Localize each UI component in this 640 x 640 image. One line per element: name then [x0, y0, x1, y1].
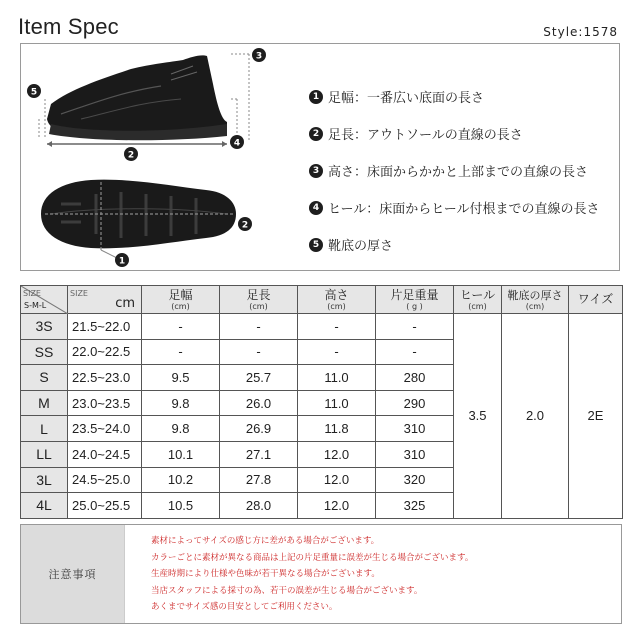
weight-cell: 310	[376, 441, 454, 467]
shoe-side-image	[47, 55, 227, 140]
note-line: 素材によってサイズの感じ方に差がある場合がございます。	[151, 536, 380, 546]
wise-cell: 2E	[569, 314, 623, 519]
height-cell: -	[298, 314, 376, 340]
length-cell: -	[220, 314, 298, 340]
length-cell: 26.0	[220, 390, 298, 416]
range-cell: 23.0~23.5	[68, 390, 142, 416]
marker-2-side: 2	[127, 150, 135, 161]
number-badge: 5	[309, 238, 323, 252]
length-cell: 28.0	[220, 493, 298, 519]
height-cell: 11.0	[298, 365, 376, 391]
height-cell: -	[298, 339, 376, 365]
measurement-descriptions	[309, 78, 629, 263]
col-header-weight: 片足重量 ( g )	[376, 286, 454, 314]
size-cell: 3L	[21, 467, 68, 493]
col-header-sole: 靴底の厚さ (cm)	[502, 286, 569, 314]
weight-cell: 325	[376, 493, 454, 519]
width-cell: 9.8	[142, 416, 220, 442]
marker-3: 3	[255, 51, 263, 62]
width-cell: 9.8	[142, 390, 220, 416]
size-table	[20, 285, 623, 519]
note-line: あくまでサイズ感の目安としてご利用ください。	[151, 602, 338, 612]
desc-item-1	[309, 78, 629, 115]
spec-panel	[20, 43, 620, 271]
col-header-length: 足長 (cm)	[220, 286, 298, 314]
number-badge: 4	[309, 201, 323, 215]
desc-text: 足幅：一番広い底面の長さ	[328, 91, 485, 106]
size-cell: M	[21, 390, 68, 416]
height-cell: 12.0	[298, 493, 376, 519]
length-cell: 25.7	[220, 365, 298, 391]
desc-item-3	[309, 152, 629, 189]
note-line: 生産時期により仕様や色味が若干異なる場合がございます。	[151, 569, 380, 579]
weight-cell: 310	[376, 416, 454, 442]
size-cell: S	[21, 365, 68, 391]
width-cell: 10.2	[142, 467, 220, 493]
height-cell: 12.0	[298, 467, 376, 493]
range-cell: 24.0~24.5	[68, 441, 142, 467]
sole-cell: 2.0	[502, 314, 569, 519]
desc-text: 高さ：床面からかかと上部までの直線の長さ	[328, 165, 589, 180]
height-cell: 11.0	[298, 390, 376, 416]
col-header-heel: ヒール (cm)	[454, 286, 502, 314]
desc-item-4	[309, 189, 629, 226]
length-cell: -	[220, 339, 298, 365]
range-cell: 23.5~24.0	[68, 416, 142, 442]
size-cell: 4L	[21, 493, 68, 519]
size-cell: 3S	[21, 314, 68, 340]
col-header-height: 高さ (cm)	[298, 286, 376, 314]
height-cell: 11.8	[298, 416, 376, 442]
desc-item-2	[309, 115, 629, 152]
notes-panel	[20, 524, 622, 624]
marker-5: 5	[30, 87, 38, 98]
table-header-row	[21, 286, 623, 314]
range-cell: 25.0~25.5	[68, 493, 142, 519]
col-header-width: 足幅 (cm)	[142, 286, 220, 314]
size-cell: L	[21, 416, 68, 442]
width-cell: 10.1	[142, 441, 220, 467]
marker-4: 4	[233, 138, 241, 149]
length-cell: 27.8	[220, 467, 298, 493]
range-cell: 24.5~25.0	[68, 467, 142, 493]
width-cell: 10.5	[142, 493, 220, 519]
weight-cell: 320	[376, 467, 454, 493]
marker-1: 1	[118, 256, 126, 267]
weight-cell: 290	[376, 390, 454, 416]
col-header-wise: ワイズ	[569, 286, 623, 314]
weight-cell: 280	[376, 365, 454, 391]
corner-size-label: SIZE	[23, 289, 41, 298]
desc-text: 靴底の厚さ	[328, 239, 394, 254]
note-line: 当店スタッフによる採寸の為、若干の誤差が生じる場合がございます。	[151, 585, 423, 596]
corner-sml-label: S-M-L	[24, 301, 47, 310]
style-code: Style:1578	[543, 25, 618, 39]
corner-size-header	[21, 286, 68, 314]
width-cell: -	[142, 314, 220, 340]
size-cell: LL	[21, 441, 68, 467]
notes-body	[125, 525, 621, 623]
weight-cell: -	[376, 314, 454, 340]
number-badge: 1	[309, 90, 323, 104]
width-cell: -	[142, 339, 220, 365]
corner-size2-label: SIZE	[70, 289, 88, 298]
marker-2-sole: 2	[241, 220, 249, 231]
length-cell: 27.1	[220, 441, 298, 467]
shoe-diagram	[21, 44, 291, 272]
range-cell: 21.5~22.0	[68, 314, 142, 340]
size-cell: SS	[21, 339, 68, 365]
table-row	[21, 314, 623, 340]
desc-item-5	[309, 226, 629, 263]
range-cell: 22.0~22.5	[68, 339, 142, 365]
width-cell: 9.5	[142, 365, 220, 391]
desc-text: ヒール：床面からヒール付根までの直線の長さ	[328, 202, 600, 217]
length-cell: 26.9	[220, 416, 298, 442]
number-badge: 2	[309, 127, 323, 141]
page-title: Item Spec	[18, 14, 119, 39]
note-line: カラーごとに素材が異なる商品は上記の片足重量に誤差が生じる場合がございます。	[151, 552, 474, 563]
range-cell: 22.5~23.0	[68, 365, 142, 391]
notes-heading: 注意事項	[21, 525, 125, 623]
desc-text: 足長：アウトソールの直線の長さ	[328, 128, 523, 143]
number-badge: 3	[309, 164, 323, 178]
height-cell: 12.0	[298, 441, 376, 467]
heel-cell: 3.5	[454, 314, 502, 519]
corner-cm-label: cm	[115, 296, 135, 311]
corner-cm-header	[68, 286, 142, 314]
weight-cell: -	[376, 339, 454, 365]
